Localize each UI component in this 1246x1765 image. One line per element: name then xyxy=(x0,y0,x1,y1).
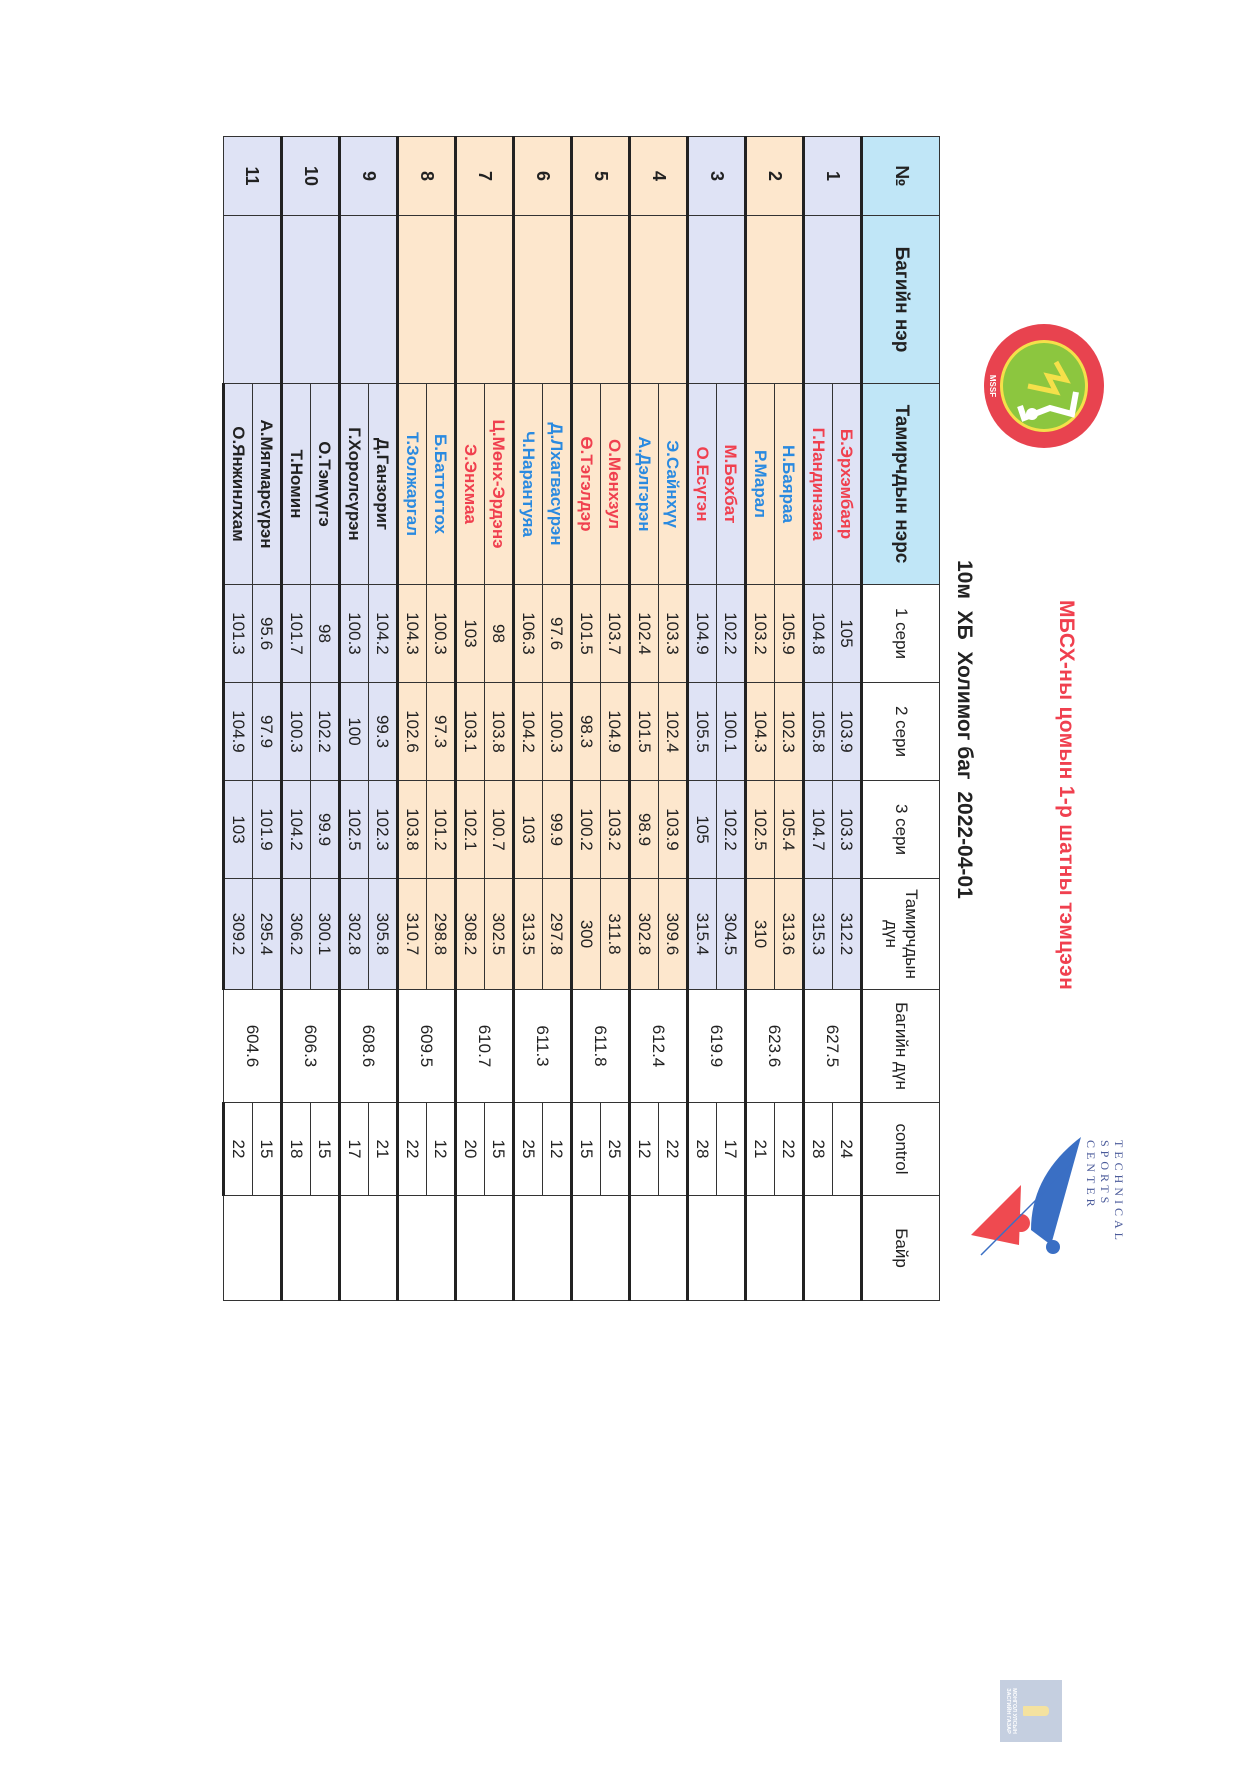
athlete-total-cell: 302.8 xyxy=(340,879,369,990)
logo-abbrev: MSSF xyxy=(988,374,997,398)
team-name-cell xyxy=(804,216,862,384)
athlete-total-cell: 315.4 xyxy=(688,879,717,990)
government-badge xyxy=(1000,1680,1062,1742)
team-total-cell: 611.3 xyxy=(514,990,572,1103)
team-number-cell: 2 xyxy=(746,137,804,216)
series-1-cell: 104.2 xyxy=(369,585,398,683)
athlete-name-cell: М.Бөхбат xyxy=(717,384,746,585)
logo-blue-head xyxy=(1046,1240,1060,1254)
team-name-cell xyxy=(746,216,804,384)
series-1-cell: 100.3 xyxy=(427,585,456,683)
target-dot xyxy=(1026,408,1038,420)
control-cell: 24 xyxy=(833,1103,862,1196)
series-2-cell: 103.8 xyxy=(485,683,514,781)
header-series-1: 1 сери xyxy=(862,585,940,683)
control-cell: 12 xyxy=(630,1103,659,1196)
series-1-cell: 102.4 xyxy=(630,585,659,683)
athlete-total-cell: 297.8 xyxy=(543,879,572,990)
control-cell: 28 xyxy=(688,1103,717,1196)
series-1-cell: 97.6 xyxy=(543,585,572,683)
athlete-name-cell: О.Тэмүүгэ xyxy=(311,384,340,585)
athlete-total-cell: 308.2 xyxy=(456,879,485,990)
athlete-total-cell: 302.8 xyxy=(630,879,659,990)
control-cell: 22 xyxy=(398,1103,427,1196)
series-3-cell: 102.2 xyxy=(717,781,746,879)
series-1-cell: 103.3 xyxy=(659,585,688,683)
series-3-cell: 102.5 xyxy=(746,781,775,879)
table-header-row xyxy=(862,137,940,1301)
series-2-cell: 99.3 xyxy=(369,683,398,781)
athlete-total-cell: 313.5 xyxy=(514,879,543,990)
control-cell: 22 xyxy=(775,1103,804,1196)
series-3-cell: 99.9 xyxy=(543,781,572,879)
rank-cell xyxy=(340,1196,398,1301)
control-cell: 17 xyxy=(340,1103,369,1196)
team-total-cell: 623.6 xyxy=(746,990,804,1103)
series-2-cell: 101.5 xyxy=(630,683,659,781)
rank-cell xyxy=(804,1196,862,1301)
team-number-cell: 11 xyxy=(224,137,282,216)
series-2-cell: 103.1 xyxy=(456,683,485,781)
document-title: МБСХ-ны цомын 1-р шатны тэмцээн xyxy=(1055,600,1078,991)
team-number-cell: 6 xyxy=(514,137,572,216)
team-total-cell: 627.5 xyxy=(804,990,862,1103)
series-2-cell: 102.6 xyxy=(398,683,427,781)
athlete-total-cell: 309.6 xyxy=(659,879,688,990)
series-3-cell: 102.5 xyxy=(340,781,369,879)
control-cell: 25 xyxy=(601,1103,630,1196)
logo-red-head xyxy=(1012,1214,1030,1232)
athlete-name-cell: Б.Эрхэмбаяр xyxy=(833,384,862,585)
team-total-cell: 609.5 xyxy=(398,990,456,1103)
team-total-cell: 610.7 xyxy=(456,990,514,1103)
athlete-name-cell: Д.Ганзориг xyxy=(369,384,398,585)
series-2-cell: 104.2 xyxy=(514,683,543,781)
tsc-text-line-2: SPORTS xyxy=(1098,1140,1112,1208)
athlete-name-cell: Г.Нандинзаяа xyxy=(804,384,833,585)
results-body xyxy=(224,137,862,1301)
athlete-name-cell: Т.Золжаргал xyxy=(398,384,427,585)
header-athlete-name: Тамирчдын нэрс xyxy=(862,384,940,585)
athlete-total-cell: 295.4 xyxy=(253,879,282,990)
control-cell: 12 xyxy=(427,1103,456,1196)
control-cell: 20 xyxy=(456,1103,485,1196)
series-3-cell: 105 xyxy=(688,781,717,879)
team-number-cell: 9 xyxy=(340,137,398,216)
series-3-cell: 98.9 xyxy=(630,781,659,879)
team-name-cell xyxy=(340,216,398,384)
athlete-name-cell: А.Дэлгэрэн xyxy=(630,384,659,585)
badge-line-2: ЗАСГИЙН ГАЗАР xyxy=(1005,1688,1011,1734)
tsc-text-line-3: CENTER xyxy=(1084,1140,1098,1211)
table-row xyxy=(485,137,514,1301)
header-series-2: 2 сери xyxy=(862,683,940,781)
header-rank: Байр xyxy=(862,1196,940,1301)
table-row xyxy=(659,137,688,1301)
series-1-cell: 105 xyxy=(833,585,862,683)
athlete-name-cell: О.Янжинлхам xyxy=(224,384,253,585)
team-total-cell: 612.4 xyxy=(630,990,688,1103)
athlete-total-cell: 306.2 xyxy=(282,879,311,990)
athlete-total-cell: 300 xyxy=(572,879,601,990)
control-cell: 17 xyxy=(717,1103,746,1196)
team-total-cell: 608.6 xyxy=(340,990,398,1103)
team-number-cell: 10 xyxy=(282,137,340,216)
header-control: control xyxy=(862,1103,940,1196)
government-badge-text xyxy=(1005,1688,1017,1734)
series-1-cell: 98 xyxy=(485,585,514,683)
series-1-cell: 103 xyxy=(456,585,485,683)
table-row xyxy=(427,137,456,1301)
series-2-cell: 100.3 xyxy=(543,683,572,781)
team-name-cell xyxy=(398,216,456,384)
control-cell: 15 xyxy=(572,1103,601,1196)
athlete-name-cell: Р.Марал xyxy=(746,384,775,585)
series-2-cell: 100.3 xyxy=(282,683,311,781)
team-name-cell xyxy=(514,216,572,384)
results-table xyxy=(222,136,940,1301)
rank-cell xyxy=(224,1196,282,1301)
rank-cell xyxy=(630,1196,688,1301)
series-2-cell: 105.5 xyxy=(688,683,717,781)
series-3-cell: 100.2 xyxy=(572,781,601,879)
table-row xyxy=(833,137,862,1301)
athlete-name-cell: Н.Баяраа xyxy=(775,384,804,585)
header-no: № xyxy=(862,137,940,216)
series-1-cell: 106.3 xyxy=(514,585,543,683)
series-1-cell: 104.3 xyxy=(398,585,427,683)
logo-red-figure xyxy=(971,1185,1021,1245)
team-number-cell: 1 xyxy=(804,137,862,216)
team-name-cell xyxy=(688,216,746,384)
team-number-cell: 7 xyxy=(456,137,514,216)
athlete-name-cell: Ц.Мөнх-Эрдэнэ xyxy=(485,384,514,585)
athlete-name-cell: Т.Номин xyxy=(282,384,311,585)
control-cell: 21 xyxy=(369,1103,398,1196)
team-total-cell: 619.9 xyxy=(688,990,746,1103)
athlete-name-cell: Б.Баттогтох xyxy=(427,384,456,585)
header-athlete-total: Тамирчдын дүн xyxy=(862,879,940,990)
rank-cell xyxy=(688,1196,746,1301)
control-cell: 18 xyxy=(282,1103,311,1196)
series-2-cell: 104.9 xyxy=(224,683,253,781)
athlete-name-cell: Ө.Тэгэлдэр xyxy=(572,384,601,585)
series-1-cell: 101.3 xyxy=(224,585,253,683)
series-1-cell: 101.7 xyxy=(282,585,311,683)
series-2-cell: 97.3 xyxy=(427,683,456,781)
control-cell: 28 xyxy=(804,1103,833,1196)
table-row xyxy=(543,137,572,1301)
table-row xyxy=(369,137,398,1301)
control-cell: 12 xyxy=(543,1103,572,1196)
table-row xyxy=(717,137,746,1301)
series-3-cell: 104.7 xyxy=(804,781,833,879)
athlete-total-cell: 305.8 xyxy=(369,879,398,990)
table-row xyxy=(775,137,804,1301)
athlete-name-cell: Э.Сайнхүү xyxy=(659,384,688,585)
header-team-total: Багийн дүн xyxy=(862,990,940,1103)
series-2-cell: 103.9 xyxy=(833,683,862,781)
table-row xyxy=(601,137,630,1301)
athlete-total-cell: 312.2 xyxy=(833,879,862,990)
rank-cell xyxy=(572,1196,630,1301)
team-total-cell: 604.6 xyxy=(224,990,282,1103)
athlete-name-cell: О.Есүгэн xyxy=(688,384,717,585)
series-2-cell: 102.3 xyxy=(775,683,804,781)
series-1-cell: 104.9 xyxy=(688,585,717,683)
athlete-total-cell: 300.1 xyxy=(311,879,340,990)
series-3-cell: 105.4 xyxy=(775,781,804,879)
series-2-cell: 98.3 xyxy=(572,683,601,781)
series-1-cell: 95.6 xyxy=(253,585,282,683)
athlete-total-cell: 309.2 xyxy=(224,879,253,990)
series-1-cell: 103.7 xyxy=(601,585,630,683)
rank-cell xyxy=(746,1196,804,1301)
team-total-cell: 611.8 xyxy=(572,990,630,1103)
athlete-total-cell: 310.7 xyxy=(398,879,427,990)
series-3-cell: 99.9 xyxy=(311,781,340,879)
series-3-cell: 102.1 xyxy=(456,781,485,879)
series-2-cell: 102.4 xyxy=(659,683,688,781)
team-total-cell: 606.3 xyxy=(282,990,340,1103)
rank-cell xyxy=(282,1196,340,1301)
athlete-name-cell: Г.Хоролсүрэн xyxy=(340,384,369,585)
team-name-cell xyxy=(572,216,630,384)
athlete-name-cell: Ч.Нарантуяа xyxy=(514,384,543,585)
rank-cell xyxy=(514,1196,572,1301)
control-cell: 25 xyxy=(514,1103,543,1196)
series-2-cell: 100 xyxy=(340,683,369,781)
series-1-cell: 103.2 xyxy=(746,585,775,683)
series-2-cell: 102.2 xyxy=(311,683,340,781)
rank-cell xyxy=(398,1196,456,1301)
team-number-cell: 8 xyxy=(398,137,456,216)
soyombo-icon xyxy=(1023,1706,1049,1716)
control-cell: 15 xyxy=(485,1103,514,1196)
technical-sports-center-logo-icon xyxy=(956,1135,1091,1265)
series-1-cell: 100.3 xyxy=(340,585,369,683)
athlete-name-cell: О.Мөнхзул xyxy=(601,384,630,585)
team-name-cell xyxy=(456,216,514,384)
event-subtitle: 10м ХБ Холимог баг 2022-04-01 xyxy=(953,560,976,899)
athlete-total-cell: 311.8 xyxy=(601,879,630,990)
series-1-cell: 101.5 xyxy=(572,585,601,683)
athlete-total-cell: 304.5 xyxy=(717,879,746,990)
header-team: Багийн нэр xyxy=(862,216,940,384)
team-number-cell: 3 xyxy=(688,137,746,216)
athlete-total-cell: 302.5 xyxy=(485,879,514,990)
series-3-cell: 103.9 xyxy=(659,781,688,879)
logo-blue-wing xyxy=(1031,1137,1081,1245)
table-row xyxy=(311,137,340,1301)
athlete-name-cell: Д.Лхагвасүрэн xyxy=(543,384,572,585)
control-cell: 22 xyxy=(659,1103,688,1196)
team-name-cell xyxy=(224,216,282,384)
athlete-name-cell: Э.Энхмаа xyxy=(456,384,485,585)
series-2-cell: 104.3 xyxy=(746,683,775,781)
tsc-text-line-1: TECHNICAL xyxy=(1112,1140,1126,1244)
mssf-logo-icon xyxy=(982,322,1106,450)
series-3-cell: 100.7 xyxy=(485,781,514,879)
control-cell: 15 xyxy=(253,1103,282,1196)
series-2-cell: 105.8 xyxy=(804,683,833,781)
control-cell: 21 xyxy=(746,1103,775,1196)
team-name-cell xyxy=(630,216,688,384)
series-3-cell: 102.3 xyxy=(369,781,398,879)
series-2-cell: 104.9 xyxy=(601,683,630,781)
series-3-cell: 103 xyxy=(224,781,253,879)
series-3-cell: 101.2 xyxy=(427,781,456,879)
athlete-total-cell: 298.8 xyxy=(427,879,456,990)
series-3-cell: 104.2 xyxy=(282,781,311,879)
series-1-cell: 104.8 xyxy=(804,585,833,683)
athlete-total-cell: 310 xyxy=(746,879,775,990)
control-cell: 15 xyxy=(311,1103,340,1196)
series-3-cell: 103 xyxy=(514,781,543,879)
control-cell: 22 xyxy=(224,1103,253,1196)
series-1-cell: 102.2 xyxy=(717,585,746,683)
rank-cell xyxy=(456,1196,514,1301)
series-3-cell: 103.8 xyxy=(398,781,427,879)
series-1-cell: 105.9 xyxy=(775,585,804,683)
series-3-cell: 101.9 xyxy=(253,781,282,879)
badge-line-1: МОНГОЛ УЛСЫН xyxy=(1011,1688,1017,1734)
athlete-total-cell: 315.3 xyxy=(804,879,833,990)
series-2-cell: 97.9 xyxy=(253,683,282,781)
tsc-logo-text xyxy=(1084,1140,1126,1290)
team-number-cell: 5 xyxy=(572,137,630,216)
athlete-total-cell: 313.6 xyxy=(775,879,804,990)
series-3-cell: 103.3 xyxy=(833,781,862,879)
series-3-cell: 103.2 xyxy=(601,781,630,879)
team-name-cell xyxy=(282,216,340,384)
series-2-cell: 100.1 xyxy=(717,683,746,781)
header-series-3: 3 сери xyxy=(862,781,940,879)
series-1-cell: 98 xyxy=(311,585,340,683)
table-row xyxy=(253,137,282,1301)
athlete-name-cell: А.Мягмарсүрэн xyxy=(253,384,282,585)
team-number-cell: 4 xyxy=(630,137,688,216)
